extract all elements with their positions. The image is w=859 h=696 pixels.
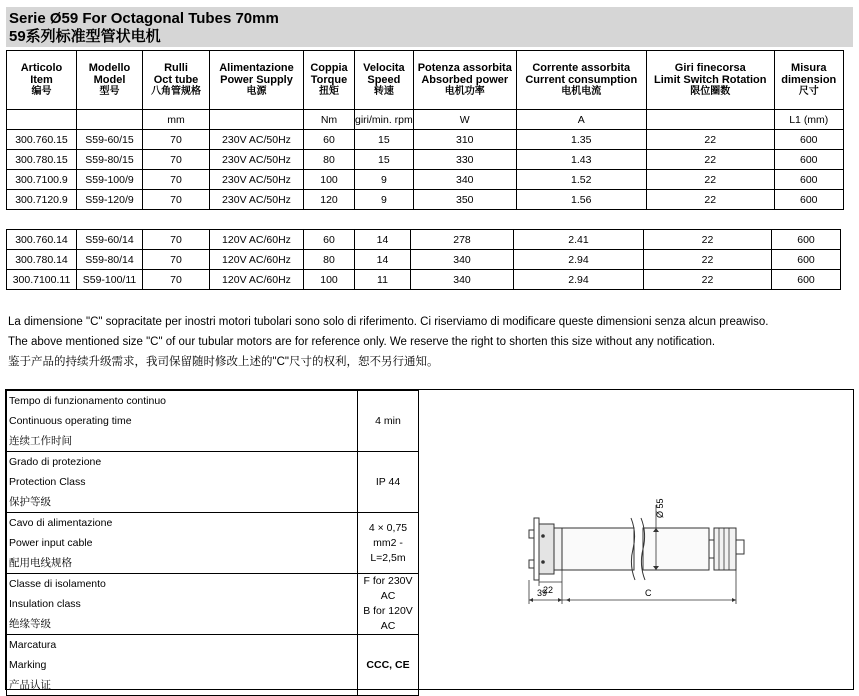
info-label-en: Marking	[9, 659, 47, 671]
column-header-en: Limit Switch Rotation	[654, 74, 767, 86]
column-header-it: Giri finecorsa	[674, 62, 746, 74]
table-cell: 300.760.14	[7, 230, 77, 250]
table-cell: 9	[355, 190, 414, 210]
title-bar	[6, 7, 853, 47]
notes	[8, 312, 769, 372]
note-english: The above mentioned size "C" of our tubular motors are for reference only. We reserve the right to shorten this size without any notification.	[8, 336, 716, 348]
screw-top	[541, 534, 545, 538]
column-header-cn: 尺寸	[798, 86, 819, 97]
table-cell: 330	[413, 150, 516, 170]
table-cell: 80	[304, 150, 355, 170]
table-cell: 600	[774, 190, 843, 210]
table-cell: S59-100/9	[77, 170, 143, 190]
column-header-cn: 电源	[246, 86, 267, 97]
table-cell: S59-80/14	[77, 250, 143, 270]
table-cell: 22	[644, 250, 772, 270]
column-header-cn: 限位圈数	[690, 86, 731, 97]
table-cell: 15	[355, 130, 414, 150]
column-header-en: Absorbed power	[421, 74, 509, 86]
table-cell: 1.52	[516, 170, 646, 190]
info-label-it: Classe di isolamento	[9, 578, 106, 590]
spec-table-120v	[6, 229, 841, 290]
table-cell: 600	[774, 130, 843, 150]
spec-table-230v	[6, 50, 844, 210]
table-cell: 22	[646, 190, 774, 210]
motor-tube-left	[562, 528, 634, 570]
table-cell: 340	[411, 250, 514, 270]
column-header-en: Oct tube	[153, 74, 199, 86]
dim-length: C	[645, 588, 652, 598]
info-value	[358, 513, 419, 574]
table-cell: 230V AC/50Hz	[210, 150, 304, 170]
note-chinese: 鉴于产品的持续升级需求，我司保留随时修改上述的"C"尺寸的权利，恕不另行通知。	[8, 356, 439, 368]
info-label-it: Grado di protezione	[9, 456, 102, 468]
table-cell: 70	[143, 270, 210, 290]
table-cell: 300.7100.9	[7, 170, 77, 190]
unit-cell: W	[413, 110, 516, 130]
table-row	[7, 170, 844, 190]
column-header-it: Alimentazione	[219, 62, 294, 74]
table-row	[7, 270, 841, 290]
table-cell: 600	[772, 230, 841, 250]
info-row	[7, 452, 419, 513]
column-header-it: Potenza assorbita	[417, 62, 512, 74]
table-cell: 70	[143, 170, 210, 190]
column-header-cn: 编号	[31, 86, 52, 97]
table-cell: S59-80/15	[77, 150, 143, 170]
table-cell: 600	[774, 170, 843, 190]
info-label-en: Insulation class	[9, 598, 81, 610]
table-cell: 70	[143, 230, 210, 250]
column-header-cn: 扭矩	[319, 86, 339, 97]
info-value	[358, 391, 419, 452]
head-collar	[554, 528, 562, 570]
column-header-it: Corrente assorbita	[532, 62, 631, 74]
column-header-cn: 电机电流	[561, 86, 602, 97]
motor-tube-right	[643, 528, 709, 570]
table-cell: S59-60/14	[77, 230, 143, 250]
table-cell: 2.94	[514, 270, 644, 290]
info-label-en: Protection Class	[9, 476, 86, 488]
unit-cell	[7, 110, 77, 130]
column-header	[210, 51, 304, 110]
info-label-cn: 产品认证	[9, 679, 51, 691]
column-header	[143, 51, 210, 110]
column-header	[646, 51, 774, 110]
column-header-it: Articolo	[20, 62, 63, 74]
column-header-en: Power Supply	[220, 74, 293, 86]
table-row	[7, 190, 844, 210]
flange-tab-top	[529, 530, 534, 538]
table-cell: S59-60/15	[77, 130, 143, 150]
column-header-it: Velocita	[363, 62, 405, 74]
table-row	[7, 250, 841, 270]
table-cell: 11	[355, 270, 411, 290]
table-cell: 230V AC/50Hz	[210, 170, 304, 190]
units-row	[7, 110, 844, 130]
table-cell: 14	[355, 250, 411, 270]
column-header-en: dimension	[781, 74, 837, 86]
note-italian: La dimensione "C" sopracitate per inostri motori tubolari sono solo di riferimento. Ci riserviamo di modificare queste dimensioni senza alcun preawiso.	[8, 316, 769, 328]
info-label-cn: 保护等级	[9, 496, 51, 508]
table-cell: 70	[143, 150, 210, 170]
table-cell: 22	[646, 130, 774, 150]
table-cell: 600	[774, 150, 843, 170]
info-value-line: B for 120V	[363, 605, 413, 617]
table-cell: 22	[646, 150, 774, 170]
motor-drawing	[418, 390, 856, 691]
page-title-chinese: 59系列标准型管状电机	[9, 28, 161, 45]
table-cell: 1.35	[516, 130, 646, 150]
unit-cell	[646, 110, 774, 130]
table-cell: 2.94	[514, 250, 644, 270]
table-cell: 60	[304, 130, 355, 150]
info-row	[7, 513, 419, 574]
table-cell: 600	[772, 270, 841, 290]
table-cell: 15	[355, 150, 414, 170]
screw-bottom	[541, 560, 545, 564]
table-cell: 1.56	[516, 190, 646, 210]
table-cell: 100	[304, 170, 355, 190]
page-title: Serie Ø59 For Octagonal Tubes 70mm	[9, 10, 279, 27]
drive-shaft	[709, 540, 714, 558]
table-row	[7, 130, 844, 150]
table-row	[7, 150, 844, 170]
table-cell: 9	[355, 170, 414, 190]
table-cell: 2.41	[514, 230, 644, 250]
table-row	[7, 230, 841, 250]
column-header	[77, 51, 143, 110]
column-header-en: Torque	[310, 74, 348, 86]
info-value-line: IP 44	[375, 475, 401, 488]
info-value	[358, 452, 419, 513]
info-value-line: CCC, CE	[366, 658, 410, 671]
info-value	[358, 574, 419, 635]
table-cell: 22	[644, 270, 772, 290]
table-cell: 60	[304, 230, 355, 250]
column-header	[774, 51, 843, 110]
table-cell: 300.780.14	[7, 250, 77, 270]
info-value-line: 4 min	[375, 414, 401, 427]
flange-tab-bottom	[529, 560, 534, 568]
table-cell: 300.780.15	[7, 150, 77, 170]
column-header-cn: 电机功率	[444, 86, 485, 97]
info-label-cn: 绝缘等级	[9, 618, 51, 630]
unit-cell	[77, 110, 143, 130]
info-value-line: mm2 -	[373, 536, 403, 549]
flange-plate	[534, 518, 539, 580]
table-cell: 120V AC/60Hz	[210, 250, 304, 270]
dim-flange: 39	[537, 588, 548, 598]
table-cell: 120V AC/60Hz	[210, 230, 304, 250]
table-cell: 230V AC/50Hz	[210, 190, 304, 210]
table-cell: 14	[355, 230, 411, 250]
motor-head	[539, 524, 554, 574]
column-header-en: Speed	[367, 74, 401, 86]
table-cell: 1.43	[516, 150, 646, 170]
table-cell: 310	[413, 130, 516, 150]
table-cell: 340	[411, 270, 514, 290]
info-row	[7, 574, 419, 635]
table-cell: 70	[143, 130, 210, 150]
table-cell: 350	[413, 190, 516, 210]
info-label-it: Tempo di funzionamento continuo	[9, 395, 167, 407]
column-header-it: Rulli	[164, 62, 188, 74]
info-label	[7, 635, 358, 696]
table-cell: 70	[143, 190, 210, 210]
info-label-cn: 配用电线规格	[9, 557, 72, 569]
column-header-en: Model	[93, 74, 126, 86]
unit-cell: L1 (mm)	[774, 110, 843, 130]
column-header-cn: 八角管规格	[151, 86, 201, 97]
info-value-line: F for 230V	[363, 575, 413, 587]
info-value-line: L=2,5m	[370, 551, 406, 564]
unit-cell: A	[516, 110, 646, 130]
info-label-en: Power input cable	[9, 537, 93, 549]
column-header-en: Current consumption	[525, 74, 638, 86]
table-cell: 300.7100.11	[7, 270, 77, 290]
info-value-line: AC	[380, 620, 396, 632]
column-header-it: Modello	[88, 62, 131, 74]
unit-cell: Nm	[304, 110, 355, 130]
table-cell: S59-100/11	[77, 270, 143, 290]
info-row	[7, 391, 419, 452]
table-cell: 22	[644, 230, 772, 250]
table-cell: 230V AC/50Hz	[210, 130, 304, 150]
column-header-it: Coppia	[310, 62, 348, 74]
dim-head: 22	[543, 585, 554, 595]
table-cell: 120V AC/60Hz	[210, 270, 304, 290]
dim-diameter: Ø 55	[655, 498, 665, 518]
info-table	[6, 390, 419, 696]
info-label-en: Continuous operating time	[9, 415, 132, 427]
info-value-line: 4 × 0,75	[368, 521, 408, 534]
info-panel	[5, 389, 854, 690]
header-row	[7, 51, 844, 110]
table-cell: 278	[411, 230, 514, 250]
info-label-cn: 连续工作时间	[9, 435, 72, 447]
info-label	[7, 452, 358, 513]
table-cell: 300.760.15	[7, 130, 77, 150]
column-header	[304, 51, 355, 110]
info-label	[7, 513, 358, 574]
info-label	[7, 391, 358, 452]
unit-cell: mm	[143, 110, 210, 130]
motor-diagram	[419, 390, 856, 691]
column-header	[7, 51, 77, 110]
table-cell: 22	[646, 170, 774, 190]
column-header-en: Item	[30, 74, 53, 86]
info-value-line: AC	[380, 590, 396, 602]
table-cell: 80	[304, 250, 355, 270]
table-cell: 600	[772, 250, 841, 270]
column-header	[413, 51, 516, 110]
column-header	[355, 51, 414, 110]
drive-end-cap	[736, 540, 744, 554]
info-row	[7, 635, 419, 696]
unit-cell: giri/min. rpm	[355, 110, 414, 130]
table-cell: S59-120/9	[77, 190, 143, 210]
info-value	[358, 635, 419, 696]
unit-cell	[210, 110, 304, 130]
table-cell: 340	[413, 170, 516, 190]
column-header-cn: 转速	[373, 86, 394, 97]
info-label	[7, 574, 358, 635]
info-label-it: Cavo di alimentazione	[9, 517, 113, 529]
column-header-it: Misura	[791, 62, 827, 74]
column-header	[516, 51, 646, 110]
column-header-cn: 型号	[99, 86, 120, 97]
table-cell: 70	[143, 250, 210, 270]
info-label-it: Marcatura	[9, 639, 57, 651]
table-cell: 300.7120.9	[7, 190, 77, 210]
table-cell: 100	[304, 270, 355, 290]
table-cell: 120	[304, 190, 355, 210]
drive-adapter	[714, 528, 736, 570]
